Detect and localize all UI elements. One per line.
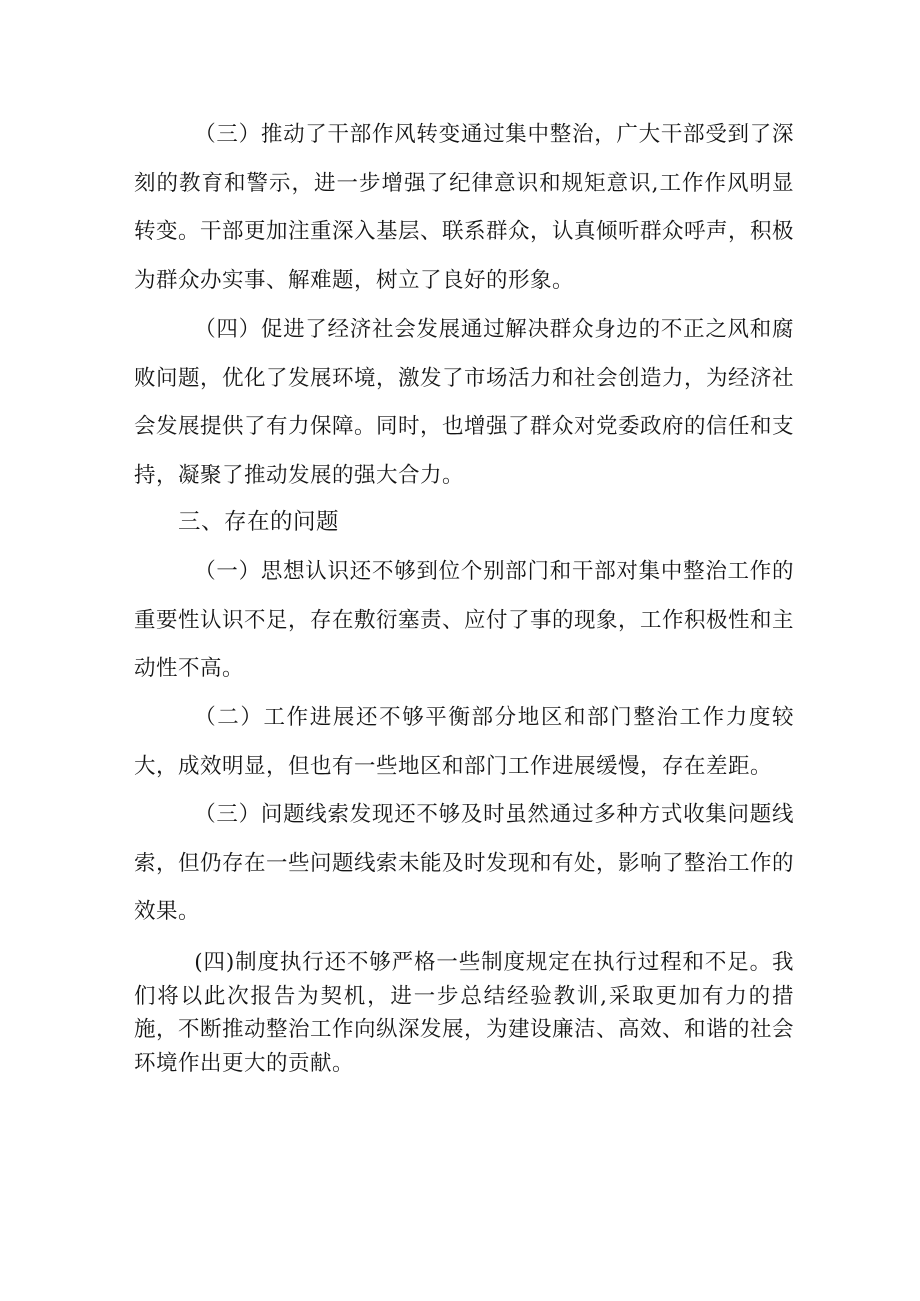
paragraph-work-progress: （二）工作进展还不够平衡部分地区和部门整治工作力度较大，成效明显，但也有一些地区和部门工作进展缓慢，存在差距。 — [134, 705, 794, 779]
paragraph-economic-development: （四）促进了经济社会发展通过解决群众身边的不正之风和腐败问题，优化了发展环境，激发了市场活力和社会创造力，为经济社会发展提供了有力保障。同时，也增强了群众对党委政府的信任和支持，凝聚了推动发展的强大合力。 — [134, 317, 795, 488]
paragraph-problem-clues: （三）问题线索发现还不够及时虽然通过多种方式收集问题线索，但仍存在一些问题线索未能及时发现和有处，影响了整治工作的效果。 — [134, 802, 795, 925]
paragraph-ideological-awareness: （一）思想认识还不够到位个别部门和干部对集中整治工作的重要性认识不足，存在敷衍塞责、应付了事的现象，工作积极性和主动性不高。 — [134, 559, 795, 682]
paragraph-system-execution: (四)制度执行还不够严格一些制度规定在执行过程和不足。我们将以此次报告为契机，进一步总结经验教训,采取更加有力的措施，不断推动整治工作向纵深发展，为建设廉洁、高效、和谐的社会环境作出更大的贡献。 — [134, 950, 795, 1076]
paragraph-cadre-style: （三）推动了干部作风转变通过集中整治，广大干部受到了深刻的教育和警示，进一步增强了纪律意识和规矩意识,工作作风明显转变。干部更加注重深入基层、联系群众，认真倾听群众呼声，积极为群众办实事、解难题，树立了良好的形象。 — [134, 122, 795, 293]
section-heading-existing-problems: 三、存在的问题 — [178, 509, 340, 535]
